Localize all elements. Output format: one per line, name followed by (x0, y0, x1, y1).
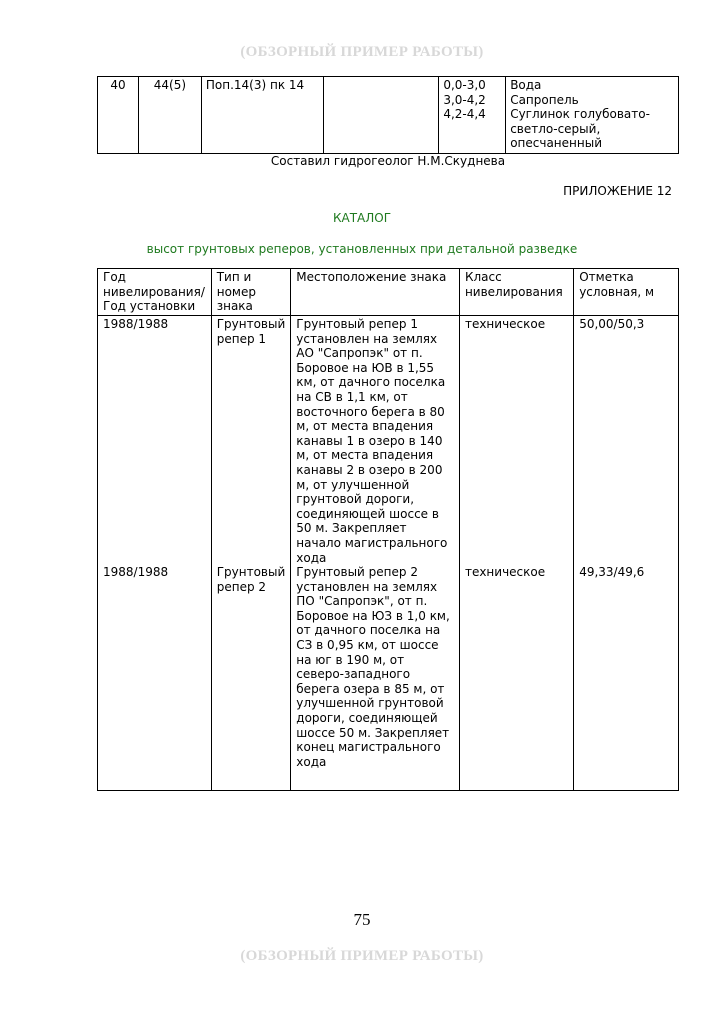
depth-1: 0,0-3,0 (443, 78, 486, 92)
page-number: 75 (353, 910, 371, 929)
record-2-type: Грунтовый репер 2 (216, 565, 286, 594)
layer-2: Сапропель (510, 92, 579, 107)
previous-table-fragment (97, 76, 679, 154)
catalog-table (97, 268, 679, 791)
table-row (98, 77, 679, 154)
row-number: 40 (98, 77, 139, 154)
record-2-location: Грунтовый репер 2 установлен на землях ПО "Сапропэк", от п. Боровое на ЮЗ в 1,0 км, от дачного поселка на СЗ в 0,95 км, от шоссе на юг в 190 м, от северо-западного берега озера в 85 м, от улучшенной грунтовой дороги, соединяющей шоссе 50 м. Закрепляет конец магистрального хода (296, 565, 450, 769)
record-2-mark: 49,33/49,6 (579, 565, 645, 579)
layer-1: Вода (510, 78, 542, 92)
watermark-bottom: (ОБЗОРНЫЙ ПРИМЕР РАБОТЫ) (240, 948, 484, 964)
header-year: Год нивелирования/ Год установки (98, 269, 212, 316)
table-header-row (98, 269, 679, 316)
depth-intervals (439, 77, 506, 154)
header-class: Класс нивелирования (459, 269, 573, 316)
header-location: Местоположение знака (291, 269, 460, 316)
empty-cell (323, 77, 439, 154)
record-1-location: Грунтовый репер 1 установлен на землях АО "Сапропэк" от п. Боровое на ЮВ в 1,55 км, от дачного поселка на СВ в 1,1 км, от восточного берега в 80 м, от места впадения канавы 1 в озеро в 140 м, от места впадения канавы 2 в озеро в 200 м, от улучшенной грунтовой дороги, соединяющей шоссе в 50 м. Закрепляет начало магистрального хода (296, 317, 448, 565)
header-mark: Отметка условная, м (574, 269, 679, 316)
depth-2: 3,0-4,2 (443, 92, 486, 107)
catalog-title: КАТАЛОГ (332, 211, 392, 225)
record-2-year: 1988/1988 (103, 565, 169, 579)
appendix-label: ПРИЛОЖЕНИЕ 12 (563, 184, 672, 198)
record-1-mark: 50,00/50,3 (579, 317, 645, 331)
record-2-class: техническое (464, 565, 546, 579)
depth-3: 4,2-4,4 (443, 107, 486, 122)
record-1-type: Грунтовый репер 1 (216, 317, 286, 346)
sample-location: Поп.14(3) пк 14 (201, 77, 323, 154)
record-1-class: техническое (464, 317, 546, 331)
table-row (98, 316, 679, 791)
composer-note: Составил гидрогеолог Н.М.Скуднева (270, 154, 506, 168)
layer-descriptions (506, 77, 679, 154)
header-type: Тип и номер знака (211, 269, 291, 316)
record-1-year: 1988/1988 (103, 317, 169, 331)
layer-3: Суглинок голубовато-светло-серый, опесчаненный (510, 107, 650, 151)
watermark-top: (ОБЗОРНЫЙ ПРИМЕР РАБОТЫ) (240, 44, 484, 60)
catalog-subtitle: высот грунтовых реперов, установленных при детальной разведке (146, 242, 578, 256)
sample-id: 44(5) (138, 77, 201, 154)
